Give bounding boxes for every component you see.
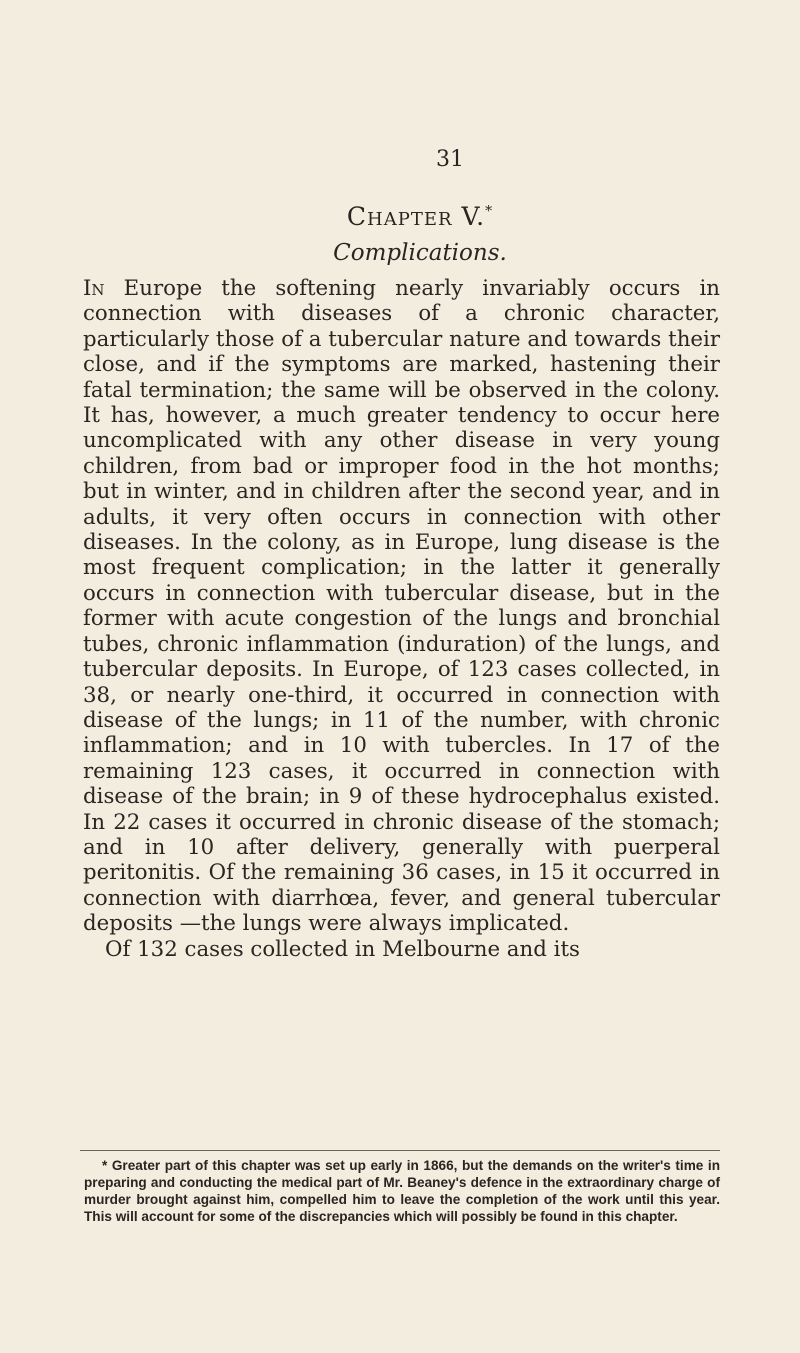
footnote: * Greater part of this chapter was set up early in 1866, but the demands on the writer's time in preparing and conducting the medical part of Mr. Beaney's defence in the extraordinary charge of murder brought against him, compelled him to leave the completion of the work until this year. This will account for some of the discrepancies which will possibly be found in this chapter. bbox=[84, 1158, 720, 1224]
lead-word: In bbox=[83, 276, 105, 301]
footnote-divider bbox=[80, 1150, 720, 1151]
paragraph bbox=[83, 276, 720, 937]
paragraph: Of 132 cases collected in Melbourne and its bbox=[105, 936, 580, 962]
body-text bbox=[83, 276, 720, 962]
footnote-marker: * bbox=[485, 203, 494, 220]
chapter-subtitle: Complications. bbox=[333, 240, 507, 266]
chapter-title: Chapter V. bbox=[346, 202, 486, 231]
page-number: 31 bbox=[436, 147, 464, 172]
paragraph-text: Europe the softening nearly invariably occurs in connection with diseases of a chronic character, particularly those of a tubercular nature and towards their close, and if the symptoms are marked, hastening their fatal termination; the same will be observed in the colony. It has, however, a much greater tendency to occur here uncomplicated with any other disease in very young children, from bad or improper food in the hot months; but in winter, and in children after the second year, and in adults, it very often occurs in connection with other diseases. In the colony, as in Europe, lung disease is the most frequent complication; in the latter it generally occurs in connection with tubercular disease, but in the former with acute congestion of the lungs and bronchial tubes, chronic inflammation (induration) of the lungs, and tubercular deposits. In Europe, of 123 cases collected, in 38, or nearly one-third, it occurred in connection with disease of the lungs; in 11 of the number, with chronic inflammation; and in 10 with tubercles. In 17 of the remaining 123 cases, it occurred in connection with disease of the brain; in 9 of these hydrocephalus existed. In 22 cases it occurred in chronic disease of the stomach; and in 10 after delivery, generally with puerperal peritonitis. Of the remaining 36 cases, in 15 it occurred in connection with diarrhœa, fever, and general tubercular deposits —the lungs were always implicated. bbox=[83, 276, 720, 937]
chapter-heading bbox=[20, 202, 800, 231]
